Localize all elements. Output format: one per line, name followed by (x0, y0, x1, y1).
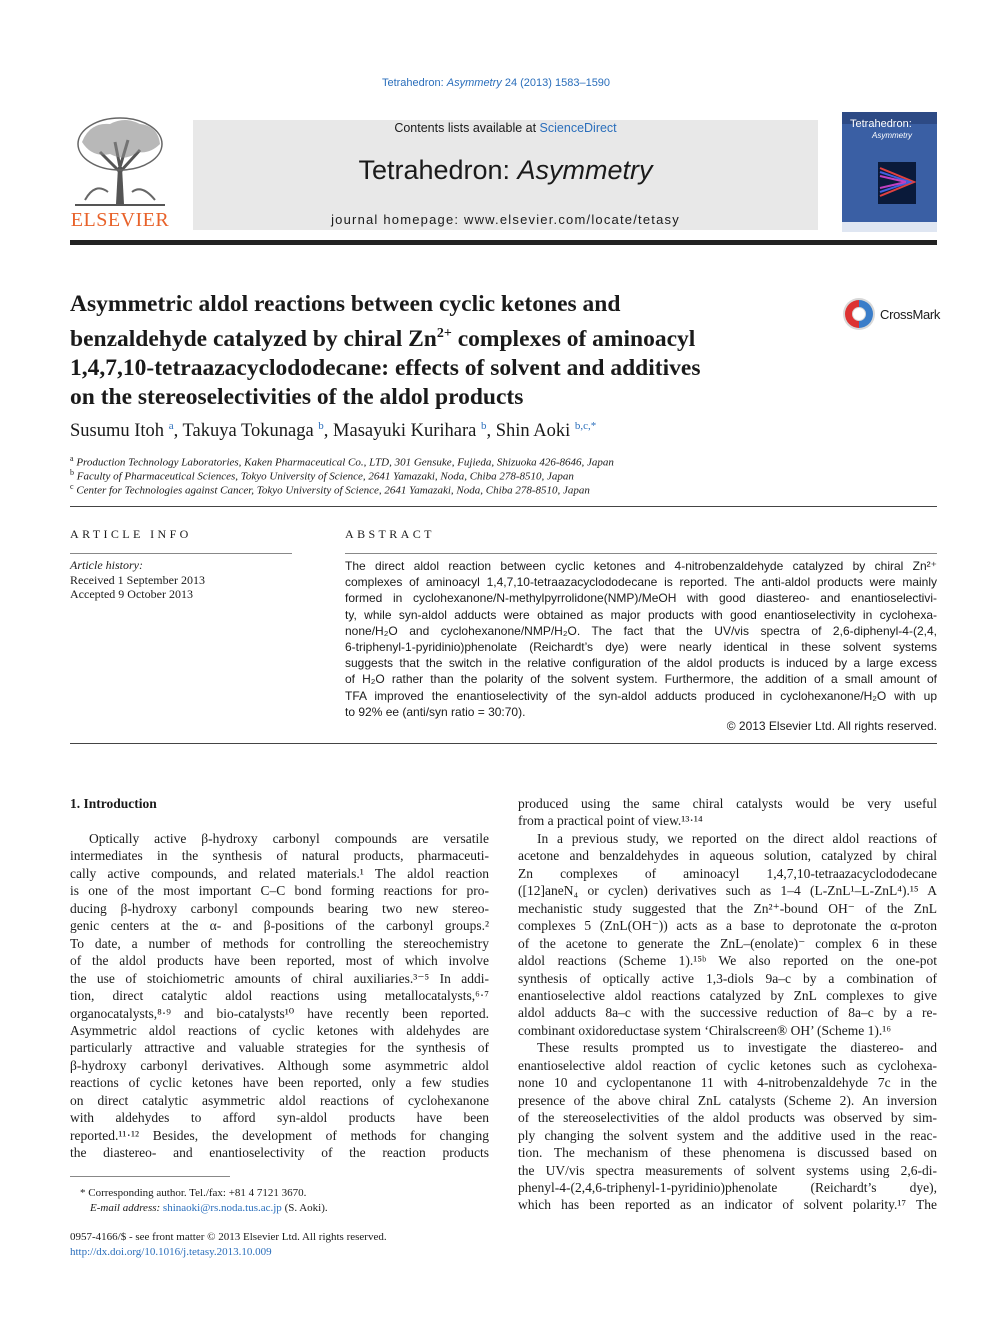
section-heading-introduction: 1. Introduction (70, 796, 157, 811)
journal-name: Tetrahedron: Asymmetry (358, 155, 653, 185)
abstract-heading: ABSTRACT (345, 527, 435, 541)
author-name: Susumu Itoh (70, 421, 165, 442)
crossmark-badge[interactable] (842, 297, 952, 333)
contents-line: Contents lists available at ScienceDirect (394, 121, 617, 135)
left-column-text: Optically active β-hydroxy carbonyl compounds are versatile intermediates in the synthesis of natural products, pharmaceuti- cally active compounds, and related materials.¹ The aldol reaction is one of the most important C–C bond forming reactions for pro- ducing β-hydroxy carbonyl compounds bearing two new stereo- genic centers at the α- and β-positions of the carbonyl groups.² To date, a number of methods for controlling the stereochemistry of the aldol products have been reported, most of which involve the use of stoichiometric amounts of chiral auxiliaries.³⁻⁵ In addi- tion, direct catalytic aldol reactions using metallocatalysts,⁶·⁷ organocatalysts,⁸·⁹ and bio-catalysts¹⁰ have recently been reported. Asymmetric aldol reactions of cyclic ketones with aldehydes are particularly attractive and valuable strategies for the synthesis of β-hydroxy carbonyl derivatives. Although some asymmetric aldol reactions of cyclic ketones have been reported, only a few studies on direct catalytic asymmetric aldol reactions of cyclohexanone with aldehydes to afford syn-aldol products have been reported.¹¹·¹² Besides, the development of methods for changing the diastereo- and enantioselectivity of the reaction products (70, 831, 489, 1161)
abstract-divider (345, 553, 937, 554)
doi-link[interactable]: http://dx.doi.org/10.1016/j.tetasy.2013.10.009 (70, 1246, 272, 1258)
journal-citation[interactable]: Tetrahedron: Asymmetry 24 (2013) 1583–1590 (381, 77, 611, 89)
footnote-divider (70, 1176, 230, 1177)
author-name: Takuya Tokunaga (182, 421, 314, 442)
author-list: Susumu Itoh $^a$, Takuya Tokunaga $^b$, Masayuki Kurihara $^b$, Shin Aoki $^{b,c,*}$ (70, 420, 597, 442)
abstract-bottom-divider (70, 743, 937, 744)
article-title: Asymmetric aldol reactions between cyclic ketones and benzaldehyde catalyzed by chiral $Zn^{2+}$ complexes of aminoacyl 1,4,7,10-tetraazacyclododecane: effects of solvent and additives on the stereoselectivities of the aldol products (70, 291, 701, 410)
journal-homepage: journal homepage: www.elsevier.com/locate/tetasy (331, 212, 680, 227)
crossmark-label: CrossMark (880, 307, 941, 322)
author-name: Shin Aoki (495, 421, 571, 442)
right-column-text: produced using the same chiral catalysts would be very useful from a practical point of view.¹³·¹⁴ In a previous study, we reported on the direct aldol reactions of acetone and benzaldehydes in aqueous solution, catalyzed by chiral Zn complexes of aminoacyl 1,4,7,10-tetraazacyclododecane ([12]aneN₄ or cyclen) derivatives such as 1–4 (L-ZnL¹–L-ZnL⁴).¹⁵ A mechanistic study suggested that the Zn²⁺-bound OH⁻ of the ZnL complexes 5 (ZnL(OH⁻)) acts as a base to deprotonate the α-proton of the acetone to generate the ZnL–(enolate)⁻ complex 6 in these aldol reactions (Scheme 1).¹⁵ᵇ We also reported on the one-pot synthesis of optically active 1,3-diols 9a–c by a combination of enantioselective aldol reactions catalyzed by ZnL complexes to give aldol adducts 8a–c with the successive reduction of 8a–c by a re- combinant oxidoreductase system ‘Chiralscreen® OH’ (Scheme 1).¹⁶ These results prompted us to investigate the diastereo- and enantioselective aldol reaction of cyclic ketones such as cyclohexa- none 10 and cyclopentanone 11 with 4-nitrobenzaldehyde 7c in the presence of the above chiral ZnL catalysts (Scheme 2). An inversion of the stereoselectivities of the aldol products was observed by sim- ply changing the solvent system and the additive used in the reac- tion. The mechanism of these phenomena is discussed based on the UV/vis spectra measurements of solvent systems using 2,6-di- phenyl-4-(2,4,6-triphenyl-1-pyridinio)phenolate (Reichardt’s dye), which has been reported as an indicator of solvent polarity.¹⁷ The (518, 796, 937, 1213)
abstract-text: The direct aldol reaction between cyclic ketones and 4-nitrobenzaldehyde catalyzed by chiral Zn²⁺ complexes of aminoacyl 1,4,7,10-tetraazacyclododecane is reported. The anti-aldol products were mainly formed in cyclohexanone/N-methylpyrrolidone(NMP)/MeOH with good diastereo- and enantioselectivi- ty, while syn-aldol adducts were obtained as major products with good enantioselectivity in cyclohexa- none/H₂O and cyclohexanone/NMP/H₂O. The fact that the UV/vis spectra of 2,6-diphenyl-4-(2,4, 6-triphenyl-1-pyridinio)phenolate (Reichardt’s dye) were nearly identical in these solvent systems suggests that the switch in the relative configuration of the aldol products is induced by a large excess of H₂O rather than the polarity of the solvent system. Furthermore, the addition of a small amount of TFA improved the enantioselectivity of the syn-aldol adducts produced in cyclohexanone/H₂O with up to 92% ee (anti/syn ratio = 30:70). (345, 559, 937, 719)
sciencedirect-link[interactable]: ScienceDirect (539, 121, 617, 135)
article-history: Article history: Received 1 September 2013 Accepted 9 October 2013 (70, 558, 205, 601)
affiliation-b: $^b$ Faculty of Pharmaceutical Sciences, Tokyo University of Science, 2641 Yamazaki, Noda, Chiba 278-8510, Japan (70, 468, 574, 483)
affiliation-c: $^c$ Center for Technologies against Cancer, Tokyo University of Science, 2641 Yamazaki, Noda, Chiba 278-8510, Japan (70, 482, 590, 497)
info-divider (70, 553, 292, 554)
elsevier-wordmark: ELSEVIER (70, 209, 170, 231)
affil-divider (70, 506, 937, 507)
article-info-heading: ARTICLE INFO (70, 527, 192, 541)
corresponding-footnote: * Corresponding author. Tel./fax: +81 4 7121 3670. E-mail address: shinaoki@rs.noda.tus.ac.jp (S. Aoki). (80, 1187, 328, 1214)
email-link[interactable]: shinaoki@rs.noda.tus.ac.jp (162, 1202, 282, 1214)
cover-subtitle: Asymmetry (872, 131, 912, 140)
crossmark-icon (842, 297, 876, 331)
cover-graphic (878, 162, 916, 204)
homepage-link[interactable]: www.elsevier.com/locate/tetasy (464, 212, 680, 227)
journal-cover[interactable] (842, 112, 937, 232)
elsevier-logo (70, 112, 170, 232)
affiliation-a: $^a$ Production Technology Laboratories, Kaken Pharmaceutical Co., LTD, 301 Gensuke, Fujieda, Shizuoka 426-8646, Japan (70, 454, 614, 469)
issn-line: 0957-4166/$ - see front matter © 2013 Elsevier Ltd. All rights reserved. http://dx.doi.org/10.1016/j.tetasy.2013.10.009 (70, 1230, 570, 1260)
cover-title: Tetrahedron: (850, 118, 912, 130)
author-name: Masayuki Kurihara (333, 421, 477, 442)
abstract-copyright: © 2013 Elsevier Ltd. All rights reserved. (726, 719, 937, 733)
header-divider (70, 240, 937, 245)
